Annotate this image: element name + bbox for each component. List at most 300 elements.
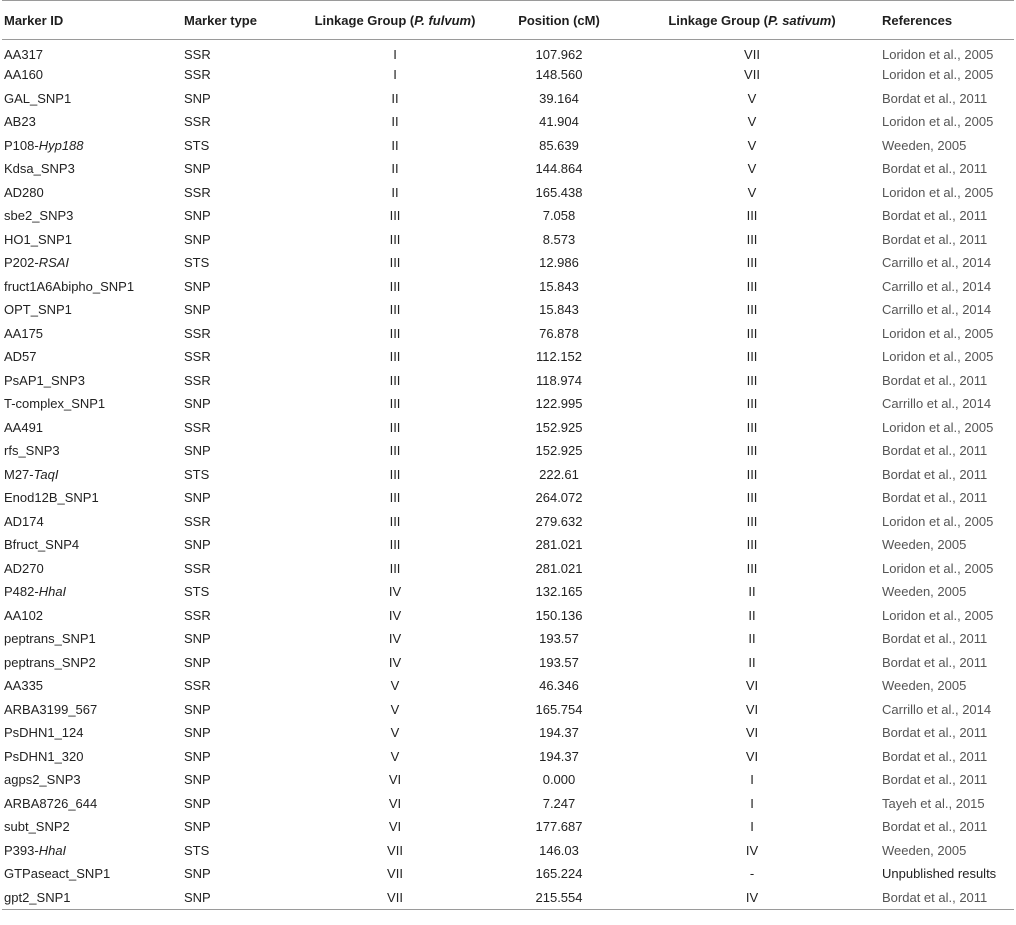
table-row [2, 439, 1014, 463]
cell-reference: Bordat et al., 2011 [882, 748, 988, 764]
cell-position: 177.687 [535, 819, 583, 835]
marker-id-text: AD57 [4, 349, 37, 365]
cell-linkage-group-fulvum: V [390, 725, 400, 741]
cell-reference: Bordat et al., 2011 [882, 208, 988, 224]
cell-marker-type: SSR [184, 560, 211, 576]
cell-marker-type: SNP [184, 772, 211, 788]
table-row [2, 792, 1014, 816]
cell-marker-type: SNP [184, 90, 211, 106]
cell-linkage-group-sativum: VII [744, 67, 760, 83]
cell-reference: Carrillo et al., 2014 [882, 701, 992, 717]
cell-reference: Bordat et al., 2011 [882, 466, 988, 482]
cell-linkage-group-sativum: II [748, 584, 756, 600]
table-row [2, 557, 1014, 581]
cell-linkage-group-sativum: III [746, 513, 758, 529]
cell-position: 107.962 [535, 47, 583, 62]
cell-linkage-group-sativum: III [746, 349, 758, 365]
cell-linkage-group-fulvum: VI [388, 819, 402, 835]
cell-reference: Carrillo et al., 2014 [882, 278, 992, 294]
cell-reference: Bordat et al., 2011 [882, 372, 988, 388]
cell-linkage-group-fulvum: III [389, 255, 401, 271]
cell-marker-id [2, 298, 184, 322]
cell-linkage-group-fulvum: III [389, 372, 401, 388]
cell-position: 12.986 [539, 255, 579, 271]
cell-marker-type: STS [184, 584, 210, 600]
cell-reference: Loridon et al., 2005 [882, 114, 994, 130]
table-row [2, 134, 1014, 158]
cell-position: 264.072 [535, 490, 583, 506]
cell-marker-id [2, 674, 184, 698]
cell-marker-type: SSR [184, 607, 211, 623]
cell-linkage-group-fulvum: III [389, 278, 401, 294]
table-row [2, 275, 1014, 299]
cell-marker-type: SNP [184, 302, 211, 318]
cell-reference: Weeden, 2005 [882, 537, 967, 553]
cell-reference: Weeden, 2005 [882, 584, 967, 600]
cell-reference: Loridon et al., 2005 [882, 607, 994, 623]
table-row [2, 298, 1014, 322]
cell-position: 146.03 [539, 842, 579, 858]
cell-reference: Weeden, 2005 [882, 678, 967, 694]
cell-reference: Loridon et al., 2005 [882, 560, 994, 576]
cell-linkage-group-sativum: III [746, 466, 758, 482]
table-row [2, 533, 1014, 557]
cell-reference: Weeden, 2005 [882, 842, 967, 858]
table-row [2, 486, 1014, 510]
header-lg-fulvum-suffix: ) [471, 12, 476, 28]
cell-linkage-group-fulvum: I [393, 67, 397, 83]
marker-id-text: Enod12B_SNP1 [4, 490, 99, 506]
cell-marker-id [2, 768, 184, 792]
table-row [2, 674, 1014, 698]
cell-linkage-group-sativum: V [747, 114, 757, 130]
header-position: Position (cM) [496, 1, 622, 40]
cell-linkage-group-sativum: III [746, 302, 758, 318]
cell-linkage-group-sativum: II [748, 607, 756, 623]
header-marker-id: Marker ID [2, 1, 184, 40]
cell-position: 165.438 [535, 184, 583, 200]
table-row [2, 392, 1014, 416]
cell-linkage-group-fulvum: III [389, 349, 401, 365]
cell-linkage-group-fulvum: IV [388, 631, 402, 647]
cell-reference: Bordat et al., 2011 [882, 886, 1014, 910]
cell-linkage-group-fulvum: VI [388, 772, 402, 788]
cell-marker-type: STS [184, 137, 210, 153]
table-row [2, 416, 1014, 440]
cell-reference: Loridon et al., 2005 [882, 184, 994, 200]
table-row [2, 839, 1014, 863]
marker-id-text: PsDHN1_320 [4, 748, 84, 764]
cell-marker-id [2, 486, 184, 510]
cell-reference: Loridon et al., 2005 [882, 67, 994, 83]
cell-position: 144.864 [535, 161, 583, 177]
cell-marker-type: SNP [184, 886, 294, 910]
marker-id-enzyme: HhaI [38, 842, 67, 858]
table-row [2, 157, 1014, 181]
cell-reference: Loridon et al., 2005 [882, 513, 994, 529]
marker-id-text: PsDHN1_124 [4, 725, 84, 741]
header-references: References [882, 1, 1014, 40]
cell-linkage-group-sativum: VI [745, 701, 759, 717]
cell-marker-id [2, 557, 184, 581]
marker-id-text: subt_SNP2 [4, 819, 70, 835]
cell-linkage-group-fulvum: III [389, 537, 401, 553]
marker-id-text: PsAP1_SNP3 [4, 372, 85, 388]
cell-linkage-group-sativum: V [747, 161, 757, 177]
cell-marker-id [2, 721, 184, 745]
cell-linkage-group-sativum: I [750, 772, 754, 788]
cell-reference: Carrillo et al., 2014 [882, 255, 992, 271]
cell-linkage-group-fulvum: VI [388, 795, 402, 811]
cell-marker-type: SSR [184, 47, 211, 62]
cell-position: 46.346 [539, 678, 579, 694]
cell-linkage-group-sativum: III [746, 490, 758, 506]
cell-marker-id [2, 604, 184, 628]
cell-reference: Bordat et al., 2011 [882, 819, 988, 835]
marker-id-text: P393- [4, 842, 39, 858]
header-row [2, 1, 1014, 40]
cell-marker-type: SSR [184, 513, 211, 529]
cell-reference: Loridon et al., 2005 [882, 419, 994, 435]
cell-linkage-group-sativum: V [747, 90, 757, 106]
table-row [2, 627, 1014, 651]
header-linkage-group-sativum [622, 1, 882, 40]
cell-reference: Loridon et al., 2005 [882, 47, 994, 62]
marker-id-text: AA317 [4, 47, 44, 62]
cell-reference: Bordat et al., 2011 [882, 490, 988, 506]
table-row [2, 40, 1014, 64]
table-row [2, 345, 1014, 369]
cell-position: 215.554 [496, 886, 622, 910]
cell-marker-id [2, 439, 184, 463]
cell-linkage-group-fulvum: III [389, 396, 401, 412]
marker-id-text: AA160 [4, 67, 44, 83]
cell-position: 193.57 [539, 631, 579, 647]
cell-linkage-group-fulvum: III [389, 419, 401, 435]
cell-position: 132.165 [535, 584, 583, 600]
cell-marker-type: SSR [184, 67, 211, 83]
cell-position: 7.247 [542, 795, 576, 811]
table-row [2, 110, 1014, 134]
cell-marker-id [2, 275, 184, 299]
marker-id-text: AD174 [4, 513, 44, 529]
table-row [2, 204, 1014, 228]
cell-reference: Bordat et al., 2011 [882, 725, 988, 741]
marker-id-text: fruct1A6Abipho_SNP1 [4, 278, 135, 294]
cell-reference: Weeden, 2005 [882, 137, 967, 153]
cell-marker-id [2, 651, 184, 675]
cell-marker-id [2, 345, 184, 369]
cell-position: 281.021 [535, 560, 583, 576]
cell-marker-id [2, 792, 184, 816]
cell-marker-id [2, 110, 184, 134]
cell-marker-type: SSR [184, 114, 211, 130]
cell-marker-type: SSR [184, 678, 211, 694]
cell-marker-id [2, 157, 184, 181]
cell-linkage-group-fulvum: VII [294, 886, 496, 910]
cell-reference: Bordat et al., 2011 [882, 161, 988, 177]
cell-marker-id [2, 40, 184, 64]
cell-linkage-group-sativum: III [746, 396, 758, 412]
cell-linkage-group-sativum: III [746, 278, 758, 294]
cell-marker-id [2, 627, 184, 651]
cell-marker-type: SNP [184, 161, 211, 177]
cell-linkage-group-fulvum: I [393, 47, 397, 62]
header-linkage-group-fulvum [294, 1, 496, 40]
cell-position: 152.925 [535, 419, 583, 435]
cell-linkage-group-sativum: III [746, 325, 758, 341]
cell-linkage-group-sativum: II [748, 654, 756, 670]
cell-marker-type: SNP [184, 795, 211, 811]
header-lg-sativum-prefix: Linkage Group ( [668, 12, 768, 28]
marker-id-enzyme: Hyp188 [38, 137, 84, 153]
cell-linkage-group-sativum: III [746, 208, 758, 224]
cell-linkage-group-fulvum: III [389, 302, 401, 318]
cell-linkage-group-fulvum: II [391, 137, 399, 153]
cell-reference: Bordat et al., 2011 [882, 443, 988, 459]
cell-marker-id [2, 839, 184, 863]
cell-marker-id [2, 392, 184, 416]
cell-linkage-group-sativum: I [750, 795, 754, 811]
cell-position: 39.164 [539, 90, 579, 106]
marker-id-text: AD270 [4, 560, 44, 576]
cell-linkage-group-fulvum: III [389, 231, 401, 247]
cell-linkage-group-fulvum: V [390, 678, 400, 694]
marker-id-text: AB23 [4, 114, 36, 130]
cell-linkage-group-sativum: IV [745, 842, 759, 858]
cell-linkage-group-sativum: VI [745, 678, 759, 694]
cell-marker-type: SNP [184, 725, 211, 741]
cell-position: 165.754 [535, 701, 583, 717]
cell-linkage-group-sativum: I [750, 819, 754, 835]
marker-id-text: sbe2_SNP3 [4, 208, 74, 224]
table-row [2, 651, 1014, 675]
cell-position: 85.639 [539, 137, 579, 153]
cell-linkage-group-sativum: V [747, 184, 757, 200]
marker-id-text: AA102 [4, 607, 44, 623]
cell-marker-id [2, 416, 184, 440]
cell-marker-type: SSR [184, 325, 211, 341]
cell-marker-id [2, 463, 184, 487]
cell-linkage-group-fulvum: III [389, 208, 401, 224]
cell-linkage-group-fulvum: II [391, 114, 399, 130]
cell-position: 148.560 [535, 67, 583, 83]
cell-linkage-group-fulvum: III [389, 513, 401, 529]
cell-position: 122.995 [535, 396, 583, 412]
cell-linkage-group-fulvum: III [389, 325, 401, 341]
table-row [2, 604, 1014, 628]
cell-position: 165.224 [535, 866, 583, 882]
table-row [2, 322, 1014, 346]
table-row [2, 87, 1014, 111]
table-row [2, 181, 1014, 205]
cell-position: 112.152 [535, 349, 583, 365]
cell-linkage-group-sativum: V [747, 137, 757, 153]
marker-id-text: HO1_SNP1 [4, 231, 72, 247]
cell-reference: Bordat et al., 2011 [882, 231, 988, 247]
marker-id-text: AA491 [4, 419, 44, 435]
cell-linkage-group-fulvum: III [389, 443, 401, 459]
cell-linkage-group-sativum: III [746, 372, 758, 388]
cell-position: 7.058 [542, 208, 576, 224]
cell-marker-type: SNP [184, 278, 211, 294]
cell-linkage-group-fulvum: IV [388, 584, 402, 600]
marker-id-text: GTPaseact_SNP1 [4, 866, 111, 882]
cell-marker-id [2, 698, 184, 722]
cell-reference: Unpublished results [882, 866, 997, 882]
cell-marker-type: SNP [184, 819, 211, 835]
cell-marker-type: SNP [184, 490, 211, 506]
cell-linkage-group-fulvum: II [391, 90, 399, 106]
header-lg-fulvum-prefix: Linkage Group ( [314, 12, 415, 28]
marker-id-enzyme: TaqI [33, 466, 59, 482]
cell-linkage-group-sativum: III [746, 537, 758, 553]
marker-id-text: rfs_SNP3 [4, 443, 60, 459]
cell-marker-type: SSR [184, 419, 211, 435]
cell-position: 15.843 [539, 278, 579, 294]
marker-id-text: ARBA3199_567 [4, 701, 98, 717]
cell-linkage-group-sativum: III [746, 255, 758, 271]
cell-marker-id [2, 510, 184, 534]
cell-marker-type: SNP [184, 631, 211, 647]
cell-reference: Bordat et al., 2011 [882, 90, 988, 106]
cell-position: 76.878 [539, 325, 579, 341]
table-row [2, 463, 1014, 487]
cell-linkage-group-fulvum: III [389, 466, 401, 482]
cell-linkage-group-fulvum: III [389, 560, 401, 576]
cell-position: 8.573 [542, 231, 576, 247]
cell-linkage-group-sativum: III [746, 419, 758, 435]
cell-marker-id [2, 87, 184, 111]
marker-id-text: Bfruct_SNP4 [4, 537, 80, 553]
marker-id-text: peptrans_SNP1 [4, 631, 96, 647]
cell-marker-id [2, 134, 184, 158]
cell-linkage-group-fulvum: V [390, 748, 400, 764]
cell-marker-type: SSR [184, 184, 211, 200]
cell-marker-id [2, 862, 184, 886]
cell-linkage-group-sativum: III [746, 443, 758, 459]
table-row [2, 251, 1014, 275]
marker-id-text: GAL_SNP1 [4, 90, 72, 106]
cell-marker-id [2, 228, 184, 252]
cell-marker-type: SSR [184, 372, 211, 388]
table-row [2, 862, 1014, 886]
cell-reference: Bordat et al., 2011 [882, 654, 988, 670]
cell-position: 150.136 [535, 607, 583, 623]
cell-linkage-group-sativum: VI [745, 725, 759, 741]
cell-position: 41.904 [539, 114, 579, 130]
cell-position: 15.843 [539, 302, 579, 318]
header-lg-sativum-suffix: ) [831, 12, 836, 28]
cell-position: 222.61 [539, 466, 579, 482]
table-row [2, 228, 1014, 252]
cell-linkage-group-fulvum: VII [387, 842, 403, 858]
cell-marker-type: SNP [184, 866, 211, 882]
cell-linkage-group-fulvum: VII [387, 866, 403, 882]
cell-position: 194.37 [539, 748, 579, 764]
marker-id-text: gpt2_SNP1 [4, 889, 71, 905]
table-row [2, 768, 1014, 792]
cell-marker-type: SNP [184, 443, 211, 459]
cell-reference: Bordat et al., 2011 [882, 631, 988, 647]
cell-position: 118.974 [535, 372, 583, 388]
header-lg-sativum-species: P. sativum [767, 12, 832, 28]
marker-id-enzyme: RSAI [38, 255, 70, 271]
cell-linkage-group-sativum: VII [744, 47, 760, 62]
cell-marker-type: STS [184, 842, 210, 858]
cell-marker-id [2, 369, 184, 393]
cell-reference: Carrillo et al., 2014 [882, 302, 992, 318]
marker-id-text: agps2_SNP3 [4, 772, 81, 788]
marker-id-enzyme: HhaI [38, 584, 67, 600]
table-row [2, 721, 1014, 745]
marker-id-text: AA335 [4, 678, 44, 694]
cell-marker-type: STS [184, 466, 210, 482]
cell-linkage-group-sativum: II [748, 631, 756, 647]
cell-marker-id [2, 63, 184, 87]
marker-id-text: M27- [4, 466, 34, 482]
marker-id-text: OPT_SNP1 [4, 302, 72, 318]
cell-linkage-group-sativum: III [746, 231, 758, 247]
table-body [2, 40, 1014, 910]
cell-marker-type: SNP [184, 208, 211, 224]
header-lg-fulvum-species: P. fulvum [414, 12, 472, 28]
cell-reference: Tayeh et al., 2015 [882, 795, 985, 811]
table-row [2, 510, 1014, 534]
cell-reference: Bordat et al., 2011 [882, 772, 988, 788]
table-row [2, 369, 1014, 393]
cell-marker-id [2, 886, 184, 910]
table-row [2, 63, 1014, 87]
cell-position: 281.021 [535, 537, 583, 553]
cell-linkage-group-fulvum: V [390, 701, 400, 717]
cell-linkage-group-fulvum: II [391, 161, 399, 177]
cell-reference: Loridon et al., 2005 [882, 349, 994, 365]
cell-marker-type: SNP [184, 231, 211, 247]
cell-linkage-group-fulvum: IV [388, 607, 402, 623]
cell-linkage-group-sativum: VI [745, 748, 759, 764]
marker-id-text: T-complex_SNP1 [4, 396, 106, 412]
marker-id-text: P482- [4, 584, 39, 600]
cell-linkage-group-sativum: IV [622, 886, 882, 910]
cell-marker-type: SNP [184, 537, 211, 553]
cell-position: 193.57 [539, 654, 579, 670]
cell-marker-id [2, 815, 184, 839]
marker-id-text: Kdsa_SNP3 [4, 161, 75, 177]
table-row [2, 886, 1014, 910]
table-row [2, 580, 1014, 604]
table-row [2, 745, 1014, 769]
cell-marker-type: SNP [184, 654, 211, 670]
cell-reference: Carrillo et al., 2014 [882, 396, 992, 412]
cell-linkage-group-sativum: III [746, 560, 758, 576]
cell-marker-type: SSR [184, 349, 211, 365]
cell-linkage-group-sativum: - [749, 866, 755, 882]
cell-marker-id [2, 533, 184, 557]
cell-marker-type: SNP [184, 701, 211, 717]
header-marker-type: Marker type [184, 1, 294, 40]
cell-marker-id [2, 322, 184, 346]
cell-marker-id [2, 181, 184, 205]
marker-id-text: P202- [4, 255, 39, 271]
marker-table [2, 0, 1014, 910]
cell-position: 279.632 [535, 513, 583, 529]
cell-position: 0.000 [542, 772, 576, 788]
cell-marker-id [2, 251, 184, 275]
cell-linkage-group-fulvum: II [391, 184, 399, 200]
marker-id-text: P108- [4, 137, 39, 153]
cell-position: 152.925 [535, 443, 583, 459]
